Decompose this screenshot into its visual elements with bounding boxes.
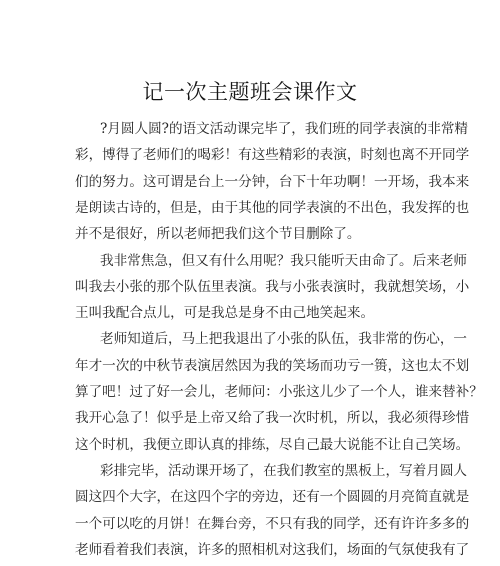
text-line: 老师知道后，马上把我退出了小张的队伍，我非常的伤心，一 (100, 331, 468, 347)
text-line: 我开心急了！似乎是上帝又给了我一次时机，所以，我必须得珍惜 (75, 410, 470, 426)
text-line: 彩，博得了老师们的喝彩！有这些精彩的表演，时刻也离不开同学 (75, 147, 470, 163)
text-line: 算了吧！过了好一会儿，老师问：小张这儿少了一个人，谁来替补？ (75, 384, 483, 400)
text-line: 王叫我配合点儿，可是我总是身不由己地笑起来。 (75, 305, 375, 321)
text-line: 老师看着我们表演，许多的照相机对这我们，场面的气氛使我有了 (75, 542, 470, 558)
text-line: 这个时机，我便立即认真的排练，尽自己最大说能不让自己笑场。 (75, 437, 470, 453)
text-line: 并不是很好，所以老师把我们这个节目删除了。 (75, 226, 361, 242)
text-line: 圆这四个大字，在这四个字的旁边，还有一个圆圆的月亮简直就是 (75, 489, 470, 505)
document-title: 记一次主题班会课作文 (142, 80, 358, 104)
text-line: 一个可以吃的月饼！在舞台旁，不只有我的同学，还有许许多多的 (75, 516, 470, 532)
text-line: 我非常焦急，但又有什么用呢？我只能听天由命了。后来老师 (100, 253, 468, 269)
text-line: 彩排完毕，活动课开场了，在我们教室的黑板上，写着月圆人 (100, 463, 468, 479)
text-line: 们的努力。这可谓是台上一分钟，台下十年功啊！一开场，我本来 (75, 174, 470, 190)
text-line: 年才一次的中秋节表演居然因为我的笑场而功亏一篑，这也太不划 (75, 358, 470, 374)
text-line: ?月圆人圆?的语文活动课完毕了，我们班的同学表演的非常精 (100, 121, 469, 137)
text-line: 叫我去小张的那个队伍里表演。我与小张表演时，我就想笑场，小 (75, 279, 470, 295)
text-line: 是朗读古诗的，但是，由于其他的同学表演的不出色，我发挥的也 (75, 200, 470, 216)
